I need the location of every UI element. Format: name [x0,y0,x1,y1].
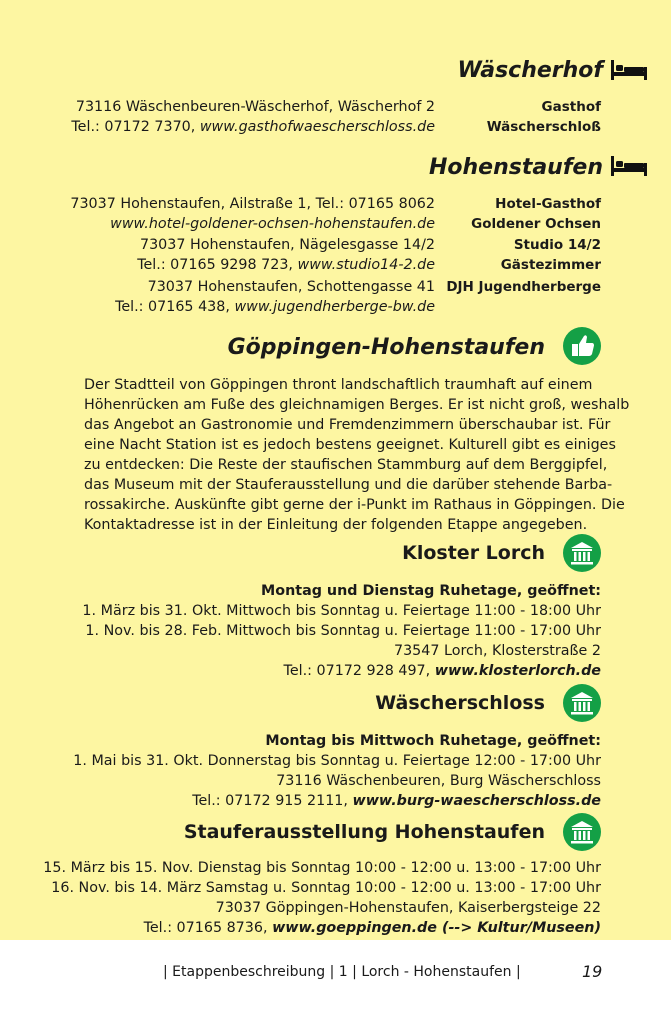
description-line: rossakirche. Auskünfte gibt gerne der i-Punkt im Rathaus in Göppingen. Die [84,497,625,513]
hohenstaufen-entry3-address [115,277,435,317]
museum-icon [563,684,601,722]
kloster-lorch-hours-summer: 1. März bis 31. Okt. Mittwoch bis Sonntag u. Feiertage 11:00 - 18:00 Uhr [82,603,601,619]
bed-icon [610,59,648,81]
waescherhof-category-line1: Gasthof [541,99,601,115]
hohenstaufen-entry2-phone: Tel.: 07165 9298 723, [137,257,293,273]
description-line: zu entdecken: Die Reste der staufischen Stammburg auf dem Berggipfel, [84,457,608,473]
hohenstaufen-heading: Hohenstaufen [428,155,603,180]
kloster-lorch-address: 73547 Lorch, Klosterstraße 2 [393,643,601,659]
staufer-address: 73037 Göppingen-Hohenstaufen, Kaiserbergsteige 22 [215,900,601,916]
kloster-lorch-heading: Kloster Lorch [402,542,545,564]
staufer-heading: Stauferausstellung Hohenstaufen [183,821,545,843]
staufer-phone: Tel.: 07165 8736, [143,920,268,936]
museum-icon [563,813,601,851]
kloster-lorch-hours-title: Montag und Dienstag Ruhetage, geöffnet: [261,583,601,599]
museum-icon [563,534,601,572]
hohenstaufen-entry2-category-line1: Studio 14/2 [513,237,601,253]
waescherhof-address-line: 73116 Wäschenbeuren-Wäscherhof, Wäscherhof 2 [75,99,435,115]
staufer-web-link[interactable]: www.goeppingen.de (--> Kultur/Museen) [272,920,601,936]
hohenstaufen-entry1-category [471,194,601,234]
goeppingen-description [84,375,629,535]
waescherschloss-heading: Wäscherschloss [375,692,545,714]
hohenstaufen-entry2-category [501,235,601,275]
description-line: das Angebot an Gastronomie und Fremdenzimmern überschaubar ist. Für [84,417,611,433]
hohenstaufen-entry1-category-line2: Goldener Ochsen [471,216,601,232]
waescherschloss-hours-title: Montag bis Mittwoch Ruhetage, geöffnet: [265,733,601,749]
waescherhof-web-link[interactable]: www.gasthofwaescherschloss.de [199,119,435,135]
kloster-lorch-info [82,581,601,681]
staufer-info [43,858,601,938]
hohenstaufen-entry3-web-link[interactable]: www.jugendherberge-bw.de [234,299,435,315]
waescherschloss-web-link[interactable]: www.burg-waescherschloss.de [352,793,601,809]
waescherhof-address [71,97,435,137]
bed-icon [610,155,648,177]
waescherschloss-info [73,731,601,811]
hohenstaufen-entry3-category: DJH Jugendherberge [446,279,601,295]
kloster-lorch-phone: Tel.: 07172 928 497, [283,663,431,679]
footer-breadcrumb: | Etappenbeschreibung | 1 | Lorch - Hohenstaufen | [163,964,521,980]
waescherschloss-address: 73116 Wäschenbeuren, Burg Wäscherschloss [276,773,601,789]
hohenstaufen-entry1-line: 73037 Hohenstaufen, Ailstraße 1, Tel.: 07165 8062 [70,196,435,212]
waescherhof-category-line2: Wäscherschloß [486,119,601,135]
hohenstaufen-entry1-category-line1: Hotel-Gasthof [495,196,601,212]
staufer-hours-winter: 16. Nov. bis 14. März Samstag u. Sonntag 10:00 - 12:00 u. 13:00 - 17:00 Uhr [51,880,601,896]
waescherschloss-hours: 1. Mai bis 31. Okt. Donnerstag bis Sonntag u. Feiertage 12:00 - 17:00 Uhr [73,753,601,769]
waescherhof-phone: Tel.: 07172 7370, [71,119,196,135]
hohenstaufen-entry3-phone: Tel.: 07165 438, [115,299,230,315]
hohenstaufen-entry1-address [70,194,435,234]
kloster-lorch-hours-winter: 1. Nov. bis 28. Feb. Mittwoch bis Sonntag u. Feiertage 11:00 - 17:00 Uhr [85,623,601,639]
goeppingen-heading: Göppingen-Hohenstaufen [227,335,545,360]
page-number: 19 [582,962,603,981]
hohenstaufen-entry1-web-link[interactable]: www.hotel-goldener-ochsen-hohenstaufen.de [110,216,435,232]
description-line: Der Stadtteil von Göppingen thront landschaftlich traumhaft auf einem [84,377,593,393]
waescherhof-category [487,97,601,137]
hohenstaufen-entry2-category-line2: Gästezimmer [500,257,601,273]
description-line: das Museum mit der Stauferausstellung und die darüber stehende Barba- [84,477,613,493]
description-line: Höhenrücken am Fuße des gleichnamigen Berges. Er ist nicht groß, weshalb [84,397,630,413]
thumbs-up-icon [563,327,601,365]
hohenstaufen-entry3-line: 73037 Hohenstaufen, Schottengasse 41 [147,279,435,295]
kloster-lorch-web-link[interactable]: www.klosterlorch.de [434,663,601,679]
hohenstaufen-entry2-web-link[interactable]: www.studio14-2.de [297,257,435,273]
description-line: eine Nacht Station ist es jedoch bestens geeignet. Kulturell gibt es einiges [84,437,616,453]
hohenstaufen-entry2-address [137,235,435,275]
staufer-hours-summer: 15. März bis 15. Nov. Dienstag bis Sonntag 10:00 - 12:00 u. 13:00 - 17:00 Uhr [43,860,601,876]
description-line: Kontaktadresse ist in der Einleitung der folgenden Etappe angegeben. [84,517,588,533]
hohenstaufen-entry2-line: 73037 Hohenstaufen, Nägelesgasse 14/2 [139,237,435,253]
waescherschloss-phone: Tel.: 07172 915 2111, [192,793,348,809]
waescherhof-heading: Wäscherhof [457,58,603,83]
